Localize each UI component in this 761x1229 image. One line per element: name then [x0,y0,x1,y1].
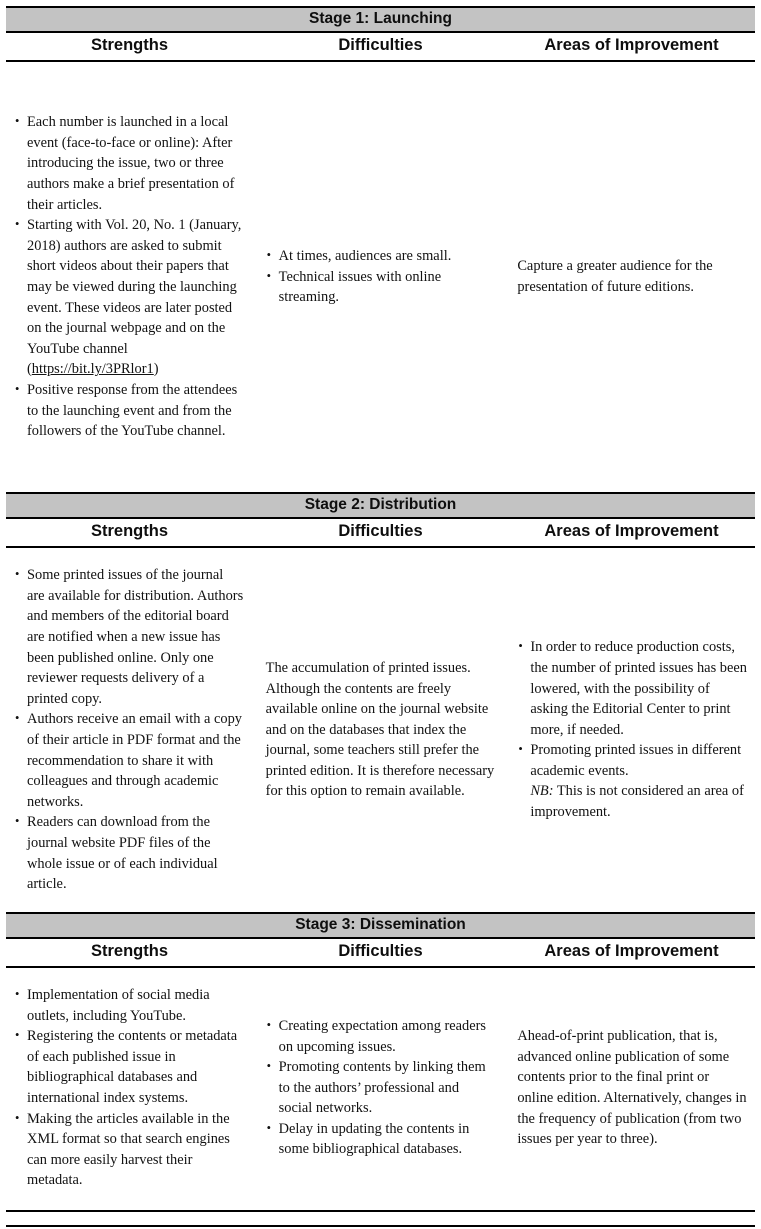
stage-1-body [6,62,755,492]
stage-1-areas-cell [517,256,747,297]
text-segment: Creating expectation among readers on upcoming issues. [278,1017,487,1055]
text-segment: Making the articles available in the XML format so that search engines can more easily harvest their metadata. [27,1110,230,1189]
bullet-item [14,709,244,812]
column-header-areas-of-improvement: Areas of Improvement [544,522,719,540]
stage-3-header-bar [6,912,755,939]
bullet-item [266,1016,496,1057]
stage-1-difficulties-cell [266,246,496,308]
stage-3-title: Stage 3: Dissemination [295,916,466,933]
text-segment: Some printed issues of the journal are available for distribution. Authors and members of the editorial board are notified when a new issue has been published online. Only one reviewer requests delivery of a printed copy. [27,567,244,707]
text-segment: Capture a greater audience for the presentation of future editions. [517,258,713,295]
text-segment: Starting with Vol. 20, No. 1 (January, 2018) authors are asked to submit short videos about their papers that may be viewed during the launching event. These videos are later posted on the journal webpage and on the YouTube channel ( [27,217,242,378]
cell-paragraph [517,256,747,297]
bullet-item [14,1109,244,1191]
text-segment: Promoting printed issues in different academic events. [530,742,742,779]
bullet-item [266,267,496,308]
bullet-item [266,1119,496,1160]
text-segment: Authors receive an email with a copy of their article in PDF format and the recommendation to share it with colleagues and through academic networks. [27,711,242,810]
bullet-list [266,246,496,308]
bullet-list [14,565,244,895]
bullet-item [266,246,496,267]
bullet-item [517,637,747,740]
table-bottom-rule [6,1210,755,1212]
bullet-item [266,1057,496,1119]
stage-2-title: Stage 2: Distribution [304,496,457,513]
stage-3-strengths-cell [14,985,244,1191]
stage-2-areas-cell [517,637,747,822]
stage-section-3 [6,912,755,1208]
bullet-item [14,380,244,442]
column-header-difficulties: Difficulties [338,36,423,54]
stage-2-body [6,548,755,912]
stage-1-column-headers [6,33,755,62]
bullet-list [14,112,244,442]
bullet-item [14,812,244,894]
text-segment: At times, audiences are small. [278,248,452,265]
text-segment: The accumulation of printed issues. Although the contents are freely available online on the journal website and on the databases that index the journal, some teachers still prefer the printed edition. It is therefore necessary for this option to remain available. [265,659,495,800]
cell-paragraph [517,1026,747,1150]
text-segment: Delay in updating the contents in some bibliographical databases. [278,1120,470,1158]
text-segment: NB: [530,783,554,800]
column-header-strengths: Strengths [90,942,168,960]
stage-2-difficulties-cell [266,658,496,802]
bullet-item [14,215,244,380]
stage-1-header-bar [6,6,755,33]
text-segment: Technical issues with online streaming. [278,268,442,306]
bullet-item [14,1026,244,1108]
stage-3-column-headers [6,939,755,968]
stage-1-title: Stage 1: Launching [309,10,452,27]
text-segment: Implementation of social media outlets, including YouTube. [27,987,210,1024]
cell-paragraph [266,658,496,802]
inline-link[interactable]: https://bit.ly/3PRlor1 [31,361,154,378]
stage-2-strengths-cell [14,565,244,895]
stage-2-column-headers [6,519,755,548]
bullet-item [517,740,747,822]
stage-section-1 [6,6,755,492]
text-segment: Readers can download from the journal website PDF files of the whole issue or of each individual article. [27,814,218,893]
stage-2-header-bar [6,492,755,519]
bullet-list [266,1016,496,1160]
text-segment: Positive response from the attendees to the launching event and from the followers of the YouTube channel. [27,381,238,440]
text-segment: In order to reduce production costs, the number of printed issues has been lowered, with the possibility of asking the Editorial Center to print more, if needed. [530,639,747,738]
stage-1-strengths-cell [14,112,244,442]
stage-section-2 [6,492,755,912]
text-segment: ) [153,361,159,378]
text-segment: Each number is launched in a local event (face-to-face or online): After introducing the issue, two or three authors make a brief presentation of their articles. [27,114,235,213]
bullet-item [14,985,244,1026]
text-segment: This is not considered an area of improvement. [530,783,744,821]
column-header-areas-of-improvement: Areas of Improvement [544,36,719,54]
stage-3-difficulties-cell [266,1016,496,1160]
text-segment: Promoting contents by linking them to the authors’ professional and social networks. [278,1059,486,1117]
text-segment: Ahead-of-print publication, that is, advanced online publication of some contents prior to the final print or online edition. Alternatively, changes in the frequency of publication (from two issues per year to three). [517,1028,747,1148]
bullet-list [517,637,747,822]
column-header-strengths: Strengths [90,36,168,54]
stage-3-areas-cell [517,1026,747,1150]
text-segment: Registering the contents or metadata of each published issue in bibliographical databases and international index systems. [27,1028,238,1106]
column-header-difficulties: Difficulties [338,942,423,960]
next-section-rule-cutoff [6,1225,755,1229]
stage-3-body [6,968,755,1208]
bullet-item [14,112,244,215]
column-header-areas-of-improvement: Areas of Improvement [544,942,719,960]
column-header-difficulties: Difficulties [338,522,423,540]
bullet-list [14,985,244,1191]
column-header-strengths: Strengths [90,522,168,540]
bullet-item [14,565,244,709]
